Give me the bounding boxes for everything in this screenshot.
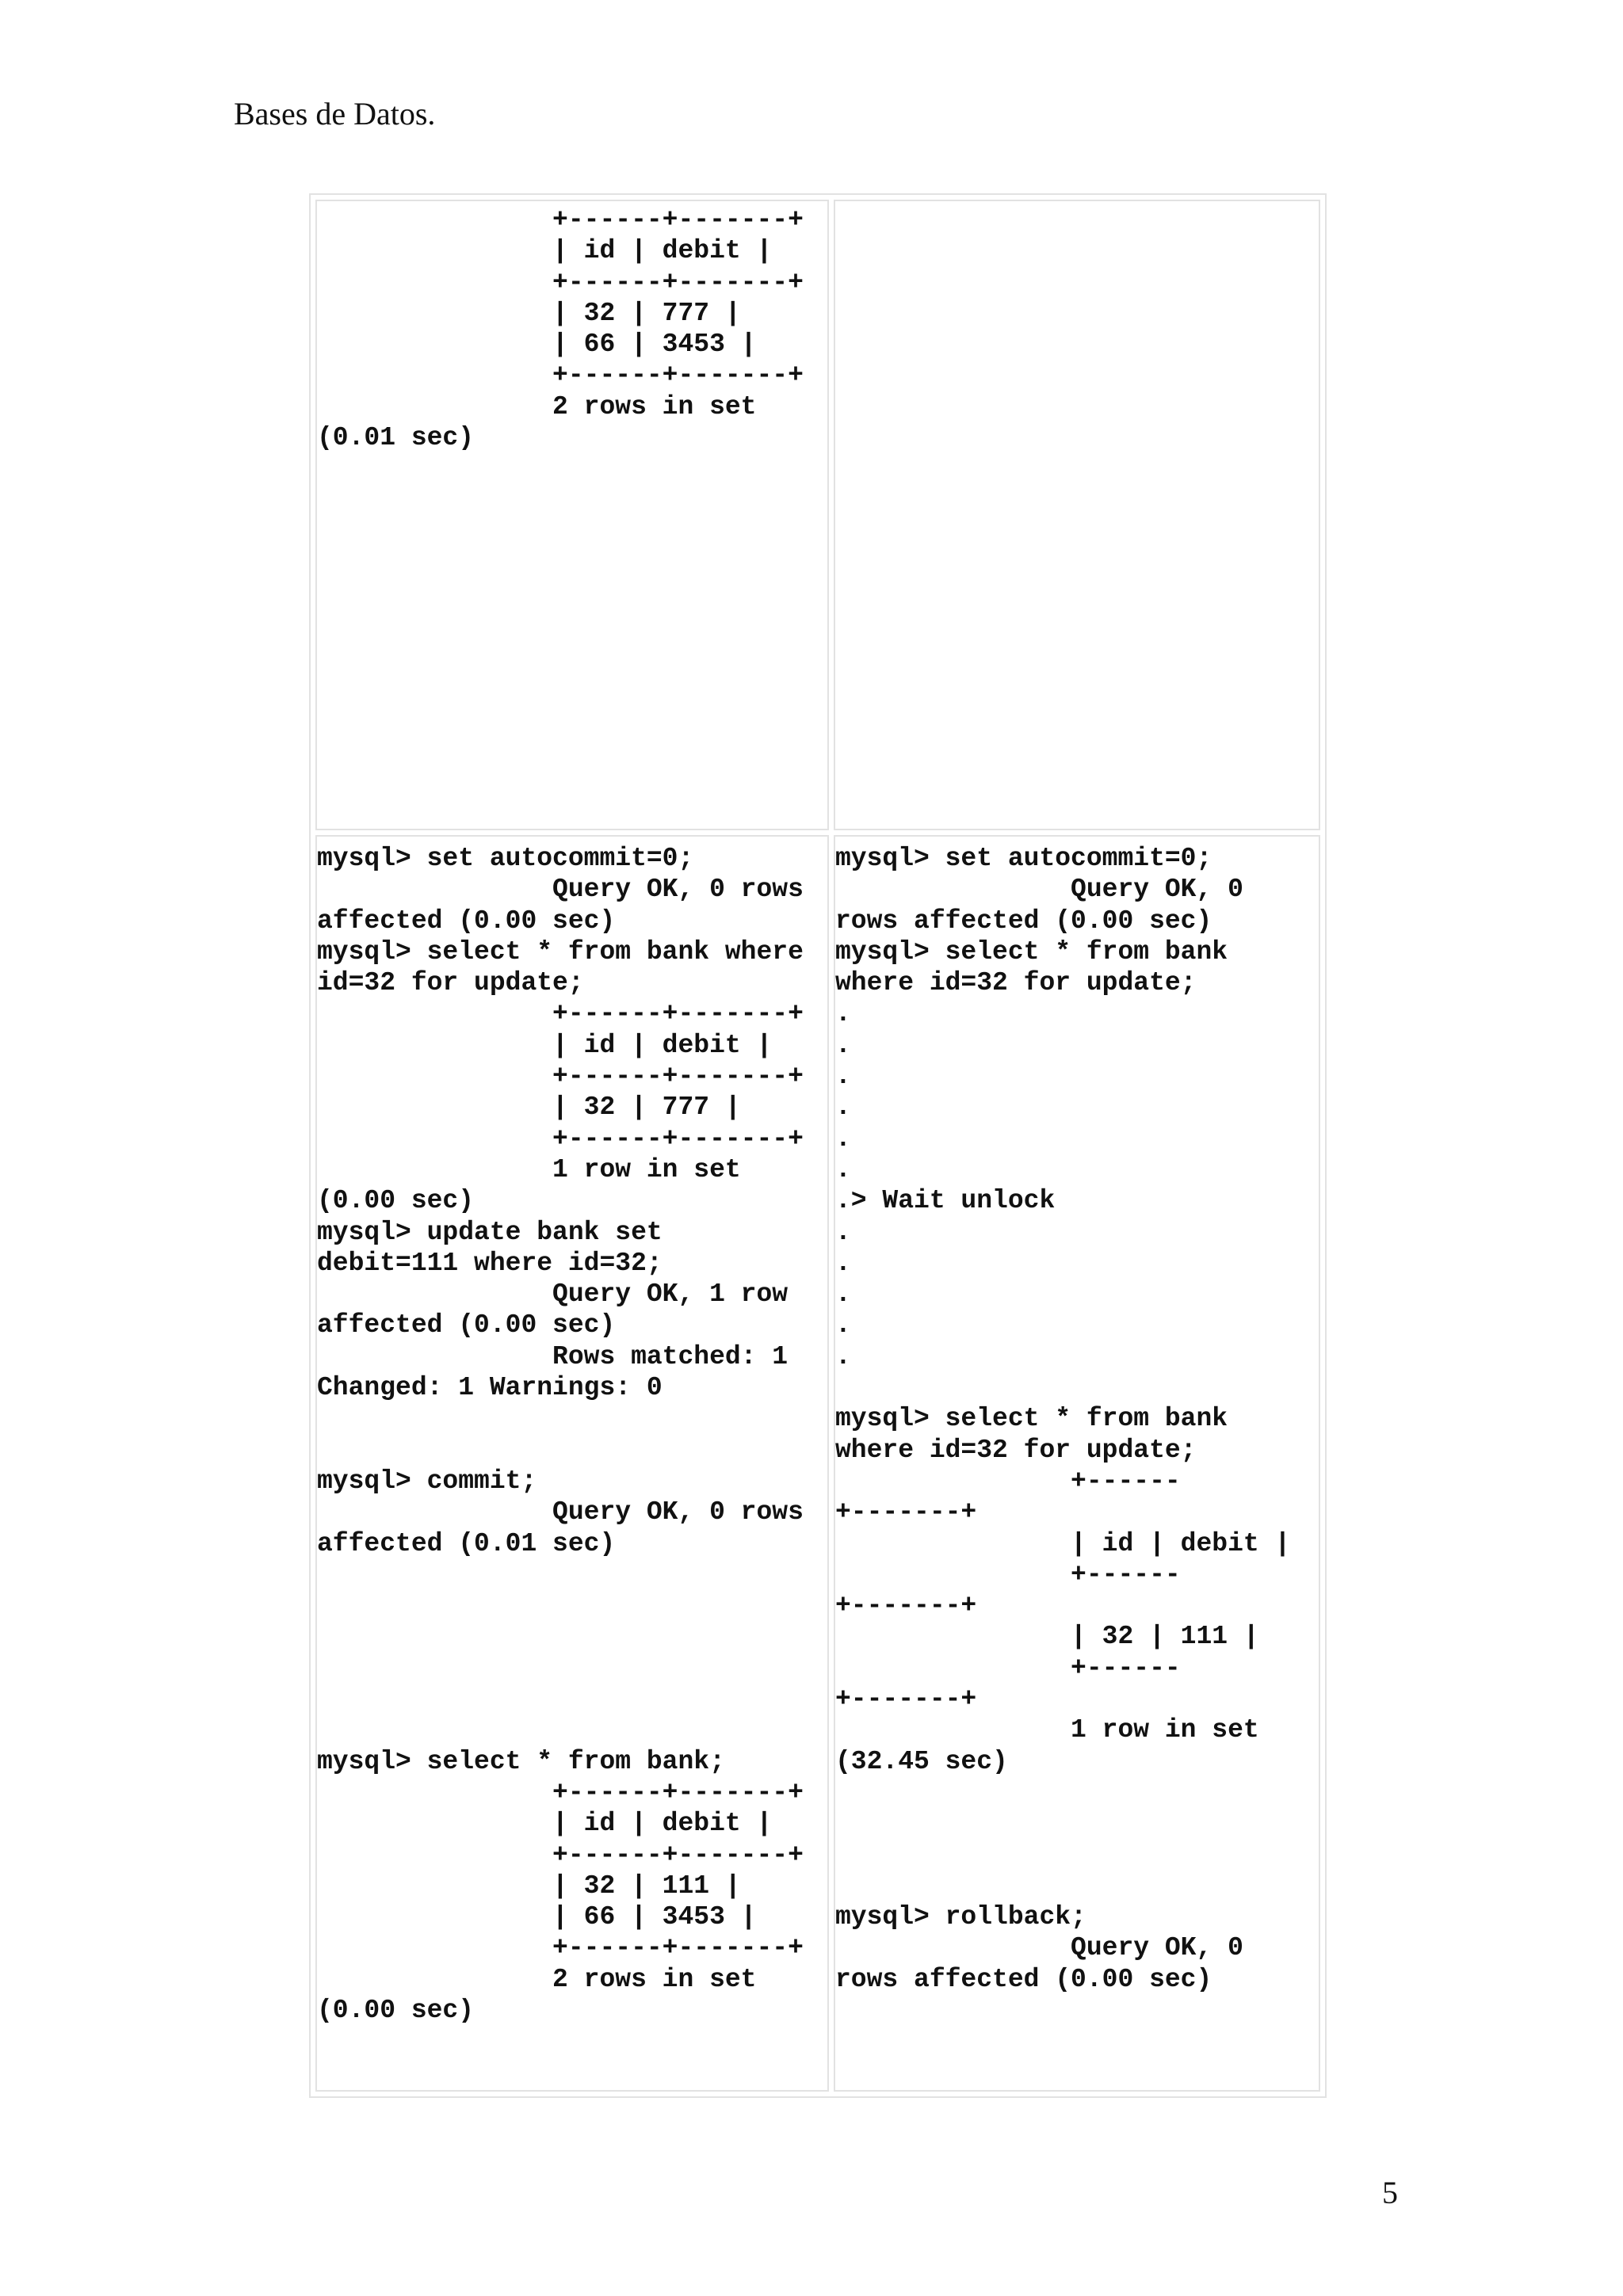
page-header: Bases de Datos.: [234, 96, 436, 132]
session-b-cell-row2: [834, 835, 1320, 2092]
session-b-output-row2: mysql> set autocommit=0; Query OK, 0 rows affected (0.00 sec) mysql> select * from bank where id=32 for update; . . . . . . .> Wait unlock . . . . . mysql> select * from bank where id=32 for update; +------ +-------+ | id | debit | +------ +-------+ | 32 | 111 | +------ +-------+ 1 row in set (32.45 sec) mysql> rollback; Query OK, 0 rows affected (0.00 sec): [835, 844, 1291, 1994]
page-number: 5: [1382, 2175, 1398, 2210]
session-b-cell-row1: [834, 200, 1320, 830]
session-a-cell-row1: [315, 200, 829, 830]
session-a-output-row1: +------+-------+ | id | debit | +------+-------+ | 32 | 777 | | 66 | 3453 | +------+-------+ 2 rows in set (0.01 sec): [317, 205, 804, 453]
session-a-cell-row2: [315, 835, 829, 2092]
session-a-output-row2: mysql> set autocommit=0; Query OK, 0 rows affected (0.00 sec) mysql> select * from bank where id=32 for update; +------+-------+ | id | debit | +------+-------+ | 32 | 777 | +------+-------+ 1 row in set (0.00 sec) mysql> update bank set debit=111 where id=32; Query OK, 1 row affected (0.00 sec) Rows matched: 1 Changed: 1 Warnings: 0 mysql> commit; Query OK, 0 rows affected (0.01 sec) mysql> select * from bank; +------+-------+ | id | debit | +------+-------+ | 32 | 111 | | 66 | 3453 | +------+-------+ 2 rows in set (0.00 sec): [317, 844, 804, 2025]
